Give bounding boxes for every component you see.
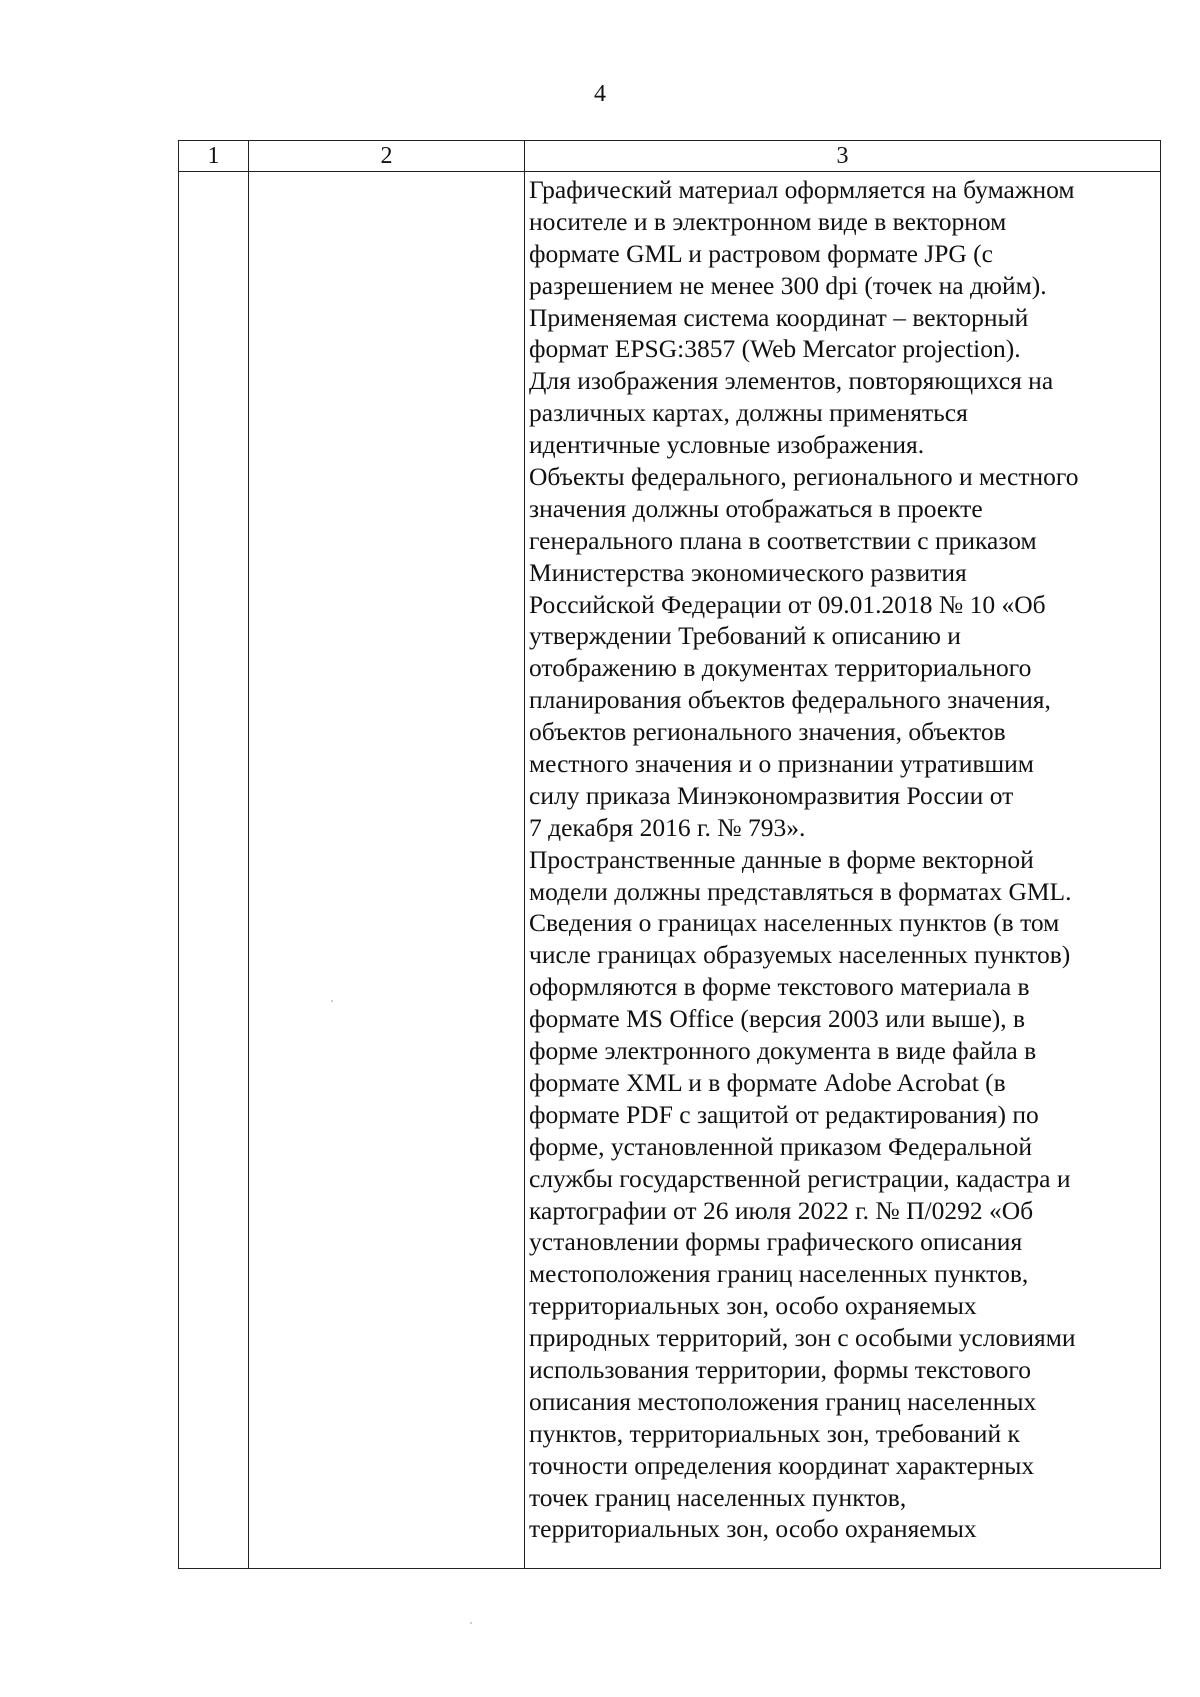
text-line: территориальных зон, особо охраняемых <box>529 1291 977 1321</box>
text-line: оформляются в форме текстового материала в <box>529 972 1030 1002</box>
column-header-3: 3 <box>525 141 1161 172</box>
text-line: Министерства экономического развития <box>529 557 967 587</box>
text-line: модели должны представляться в форматах GML. <box>529 876 1072 906</box>
text-line: использования территории, формы текстового <box>529 1354 1031 1384</box>
column-header-1: 1 <box>179 141 249 172</box>
text-line: описания местоположения границ населенных <box>529 1386 1037 1416</box>
text-line: картографии от 26 июля 2022 г. № П/0292 «Об <box>529 1195 1034 1225</box>
text-line: форме электронного документа в виде файла в <box>529 1036 1037 1066</box>
text-line: природных территорий, зон с особыми условиями <box>529 1323 1076 1353</box>
text-line: формате GML и растровом формате JPG (с <box>529 238 993 268</box>
table-header-row <box>179 141 1161 172</box>
text-line: формате PDF с защитой от редактирования) по <box>529 1099 1039 1129</box>
text-line: территориальных зон, особо охраняемых <box>529 1514 977 1544</box>
table-row <box>179 172 1161 1569</box>
text-line: Графический материал оформляется на бумажном <box>529 175 1075 204</box>
text-line: Сведения о границах населенных пунктов (в том <box>529 908 1060 938</box>
page-number: 4 <box>594 81 606 107</box>
text-line: Пространственные данные в форме векторной <box>529 844 1034 874</box>
text-line: значения должны отображаться в проекте <box>529 493 983 523</box>
text-line: точности определения координат характерных <box>529 1450 1035 1480</box>
text-line: отображению в документах территориального <box>529 653 1032 683</box>
text-line: форме, установленной приказом Федеральной <box>529 1131 1033 1161</box>
text-line: пунктов, территориальных зон, требований к <box>529 1418 1020 1448</box>
text-line: Объекты федерального, регионального и местного <box>529 462 1079 492</box>
text-line: различных картах, должны применяться <box>529 398 968 428</box>
text-line: формат EPSG:3857 (Web Mercator projection). <box>529 334 1021 364</box>
text-line: объектов регионального значения, объектов <box>529 717 1006 747</box>
text-line: генерального плана в соответствии с приказом <box>529 525 1037 555</box>
text-line: идентичные условные изображения. <box>529 430 925 460</box>
column-header-2: 2 <box>249 141 525 172</box>
requirements-text <box>525 172 1160 1545</box>
scan-speck <box>470 1622 472 1624</box>
text-line: Применяемая система координат – векторный <box>529 302 1029 332</box>
text-line: носителе и в электронном виде в векторном <box>529 206 1007 236</box>
text-line: формате MS Office (версия 2003 или выше), в <box>529 1004 1026 1034</box>
text-line: местоположения границ населенных пунктов, <box>529 1259 1029 1289</box>
text-line: установлении формы графического описания <box>529 1227 1023 1257</box>
cell-col-1 <box>179 172 249 1569</box>
cell-col-3 <box>525 172 1161 1569</box>
text-line: формате XML и в формате Adobe Acrobat (в <box>529 1067 1006 1097</box>
cell-col-2 <box>249 172 525 1569</box>
text-line: планирования объектов федерального значения, <box>529 685 1051 715</box>
text-line: силу приказа Минэкономразвития России от <box>529 780 1014 810</box>
text-line: службы государственной регистрации, кадастра и <box>529 1163 1071 1193</box>
document-table <box>178 140 1161 1569</box>
text-line: числе границах образуемых населенных пунктов) <box>529 940 1071 970</box>
scan-speck <box>331 1000 333 1002</box>
text-line: Для изображения элементов, повторяющихся на <box>529 366 1054 396</box>
text-line: местного значения и о признании утратившим <box>529 749 1034 779</box>
text-line: Российской Федерации от 09.01.2018 № 10 «Об <box>529 589 1046 619</box>
text-line: разрешением не менее 300 dpi (точек на дюйм). <box>529 270 1047 300</box>
text-line: точек границ населенных пунктов, <box>529 1482 907 1512</box>
text-line: утверждении Требований к описанию и <box>529 621 961 651</box>
text-line: 7 декабря 2016 г. № 793». <box>529 812 806 842</box>
